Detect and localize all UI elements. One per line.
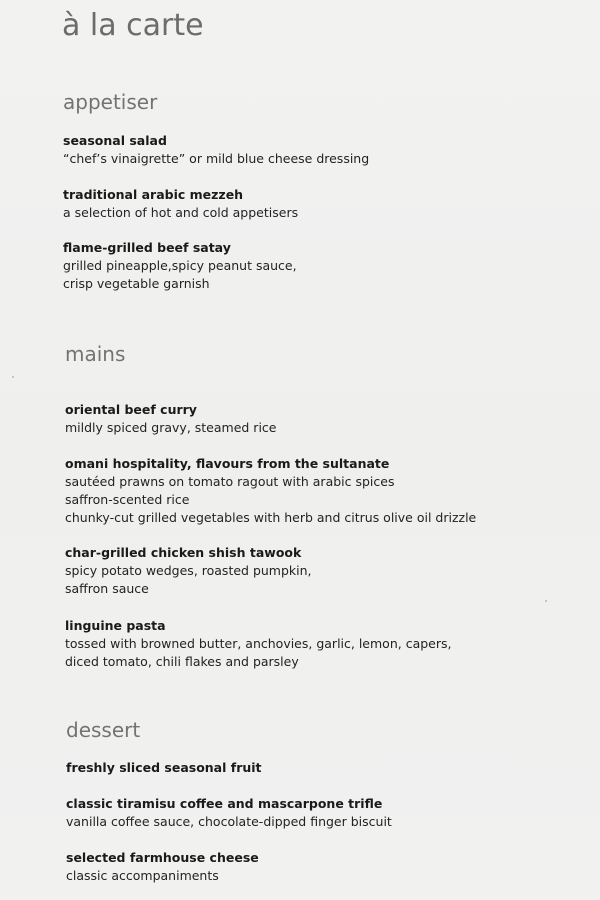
menu-item-description: saffron sauce — [65, 581, 149, 596]
section-heading-mains: mains — [65, 342, 126, 366]
menu-item — [65, 401, 276, 437]
menu-item-name: flame-grilled beef satay — [63, 240, 231, 255]
menu-item — [66, 759, 262, 777]
menu-item-description: “chef’s vinaigrette” or mild blue cheese dressing — [63, 151, 370, 166]
menu-item — [63, 132, 369, 168]
section-heading-appetiser: appetiser — [63, 90, 158, 114]
scan-speck — [12, 376, 14, 378]
menu-item-description: mildly spiced gravy, steamed rice — [65, 420, 277, 435]
menu-item-name: freshly sliced seasonal fruit — [66, 760, 262, 775]
scan-speck — [545, 600, 547, 602]
menu-item — [66, 849, 259, 885]
menu-item-name: traditional arabic mezzeh — [63, 187, 244, 202]
menu-item-name: char-grilled chicken shish tawook — [65, 545, 302, 560]
menu-item-description: vanilla coffee sauce, chocolate-dipped finger biscuit — [66, 814, 392, 829]
menu-item — [65, 544, 312, 598]
menu-item-description: chunky-cut grilled vegetables with herb and citrus olive oil drizzle — [65, 510, 477, 525]
menu-item-description: saffron-scented rice — [65, 492, 190, 507]
menu-item — [63, 239, 297, 293]
menu-item-description: crisp vegetable garnish — [63, 276, 210, 291]
menu-item-description: grilled pineapple,spicy peanut sauce, — [63, 258, 297, 273]
menu-item-description: tossed with browned butter, anchovies, garlic, lemon, capers, — [65, 636, 452, 651]
menu-item-description: diced tomato, chili flakes and parsley — [65, 654, 299, 669]
menu-item — [65, 455, 476, 527]
menu-item-name: omani hospitality, flavours from the sultanate — [65, 456, 390, 471]
menu-item-name: linguine pasta — [65, 618, 166, 633]
menu-item-name: selected farmhouse cheese — [66, 850, 259, 865]
menu-item-description: a selection of hot and cold appetisers — [63, 205, 299, 220]
page-title: à la carte — [62, 8, 204, 43]
menu-item — [66, 795, 392, 831]
menu-item-name: oriental beef curry — [65, 402, 197, 417]
menu-item-name: classic tiramisu coffee and mascarpone trifle — [66, 796, 383, 811]
menu-item-description: spicy potato wedges, roasted pumpkin, — [65, 563, 312, 578]
menu-item-description: classic accompaniments — [66, 868, 219, 883]
menu-item — [65, 617, 451, 671]
menu-item — [63, 186, 298, 222]
menu-item-name: seasonal salad — [63, 133, 167, 148]
section-heading-dessert: dessert — [66, 718, 141, 742]
menu-item-description: sautéed prawns on tomato ragout with arabic spices — [65, 474, 395, 489]
